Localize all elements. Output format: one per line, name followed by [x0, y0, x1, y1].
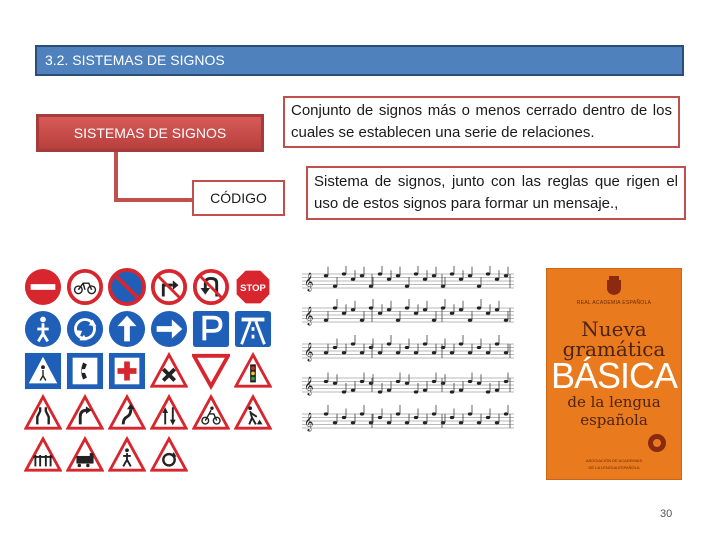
note-head	[468, 319, 472, 322]
note-head	[450, 416, 454, 419]
note-head	[387, 278, 391, 281]
note-head	[423, 308, 427, 311]
yield-sign-icon	[192, 352, 230, 390]
note-head	[450, 351, 454, 354]
note-head	[459, 389, 463, 392]
codigo-definition-box	[306, 166, 686, 220]
roadworks-warning-sign-icon	[234, 394, 272, 432]
note-head	[414, 390, 418, 393]
traffic-signs-grid	[22, 264, 276, 482]
note-head	[396, 274, 400, 277]
note-head	[333, 382, 337, 385]
note-head	[333, 421, 337, 424]
note-head	[324, 412, 328, 415]
note-head	[468, 412, 472, 415]
note-head	[459, 342, 463, 345]
note-head	[360, 351, 364, 354]
note-head	[504, 380, 508, 383]
note-head	[324, 380, 328, 383]
note-head	[423, 278, 427, 281]
sistemas-de-signos-box	[36, 114, 264, 152]
note-head	[342, 351, 346, 354]
note-head	[378, 390, 382, 393]
note-head	[477, 346, 481, 349]
note-head	[450, 272, 454, 275]
treble-clef-icon: 𝄞	[304, 412, 314, 431]
note-head	[351, 389, 355, 392]
note-head	[477, 285, 481, 288]
crosswalk-sign-icon	[24, 352, 62, 390]
note-head	[396, 319, 400, 322]
book-title-line2: gramática	[562, 337, 666, 361]
note-head	[369, 346, 373, 349]
note-head	[360, 319, 364, 322]
note-head	[486, 312, 490, 315]
note-head	[387, 308, 391, 311]
note-head	[342, 416, 346, 419]
note-head	[324, 351, 328, 354]
motorway-sign-icon	[234, 310, 272, 348]
note-head	[432, 380, 436, 383]
note-head	[495, 278, 499, 281]
note-head	[459, 421, 463, 424]
book-title-line1: Nueva	[581, 317, 647, 341]
note-head	[405, 285, 409, 288]
note-head	[432, 319, 436, 322]
note-head	[486, 272, 490, 275]
note-head	[342, 390, 346, 393]
note-head	[477, 382, 481, 385]
level-crossing-warning-sign-icon	[24, 436, 62, 474]
book-footer-line1: ASOCIACIÓN DE ACADEMIAS	[585, 458, 643, 463]
note-head	[459, 278, 463, 281]
note-head	[441, 306, 445, 309]
note-head	[396, 351, 400, 354]
note-head	[459, 308, 463, 311]
note-head	[351, 342, 355, 345]
note-head	[432, 351, 436, 354]
note-head	[324, 274, 328, 277]
note-head	[405, 382, 409, 385]
treble-clef-icon: 𝄞	[304, 272, 314, 291]
note-head	[450, 312, 454, 315]
note-head	[441, 346, 445, 349]
note-head	[378, 312, 382, 315]
note-head	[423, 342, 427, 345]
note-head	[468, 351, 472, 354]
note-head	[423, 421, 427, 424]
hospital-sign-icon	[108, 352, 146, 390]
telephone-sign-icon	[66, 352, 104, 390]
cyclists-warning-sign-icon	[192, 394, 230, 432]
double-curve-warning-sign-icon	[108, 394, 146, 432]
note-head	[342, 272, 346, 275]
note-head	[405, 346, 409, 349]
note-head	[369, 285, 373, 288]
note-head	[351, 308, 355, 311]
note-head	[432, 412, 436, 415]
treble-clef-icon: 𝄞	[304, 342, 314, 361]
music-score-image	[292, 266, 518, 456]
note-head	[351, 278, 355, 281]
connector-vertical	[114, 152, 118, 202]
two-way-traffic-warning-sign-icon	[150, 394, 188, 432]
treble-clef-icon: 𝄞	[304, 306, 314, 325]
note-head	[486, 351, 490, 354]
note-head	[495, 421, 499, 424]
note-head	[387, 421, 391, 424]
page-number: 30	[660, 508, 673, 520]
note-head	[369, 382, 373, 385]
note-head	[477, 306, 481, 309]
note-head	[441, 421, 445, 424]
stop-sign-icon	[234, 268, 272, 306]
note-head	[495, 389, 499, 392]
note-head	[441, 285, 445, 288]
note-head	[432, 274, 436, 277]
note-head	[378, 272, 382, 275]
slide-title-bar	[35, 45, 684, 76]
note-head	[333, 306, 337, 309]
parking-sign-icon	[192, 310, 230, 348]
note-head	[414, 272, 418, 275]
note-head	[504, 274, 508, 277]
note-head	[324, 319, 328, 322]
no-bicycles-sign-icon	[66, 268, 104, 306]
turn-right-sign-icon	[150, 310, 188, 348]
note-head	[486, 390, 490, 393]
note-head	[360, 274, 364, 277]
note-head	[378, 416, 382, 419]
treble-clef-icon: 𝄞	[304, 376, 314, 395]
note-head	[468, 274, 472, 277]
note-head	[486, 416, 490, 419]
roundabout-warning-sign-icon	[150, 436, 188, 474]
note-head	[333, 285, 337, 288]
association-crest-icon	[646, 432, 668, 454]
note-head	[405, 306, 409, 309]
note-head	[468, 380, 472, 383]
book-title-line5: española	[580, 411, 648, 429]
slide-title: 3.2. SISTEMAS DE SIGNOS	[45, 52, 225, 68]
note-head	[441, 382, 445, 385]
note-head	[369, 306, 373, 309]
grammar-book-cover-image	[546, 268, 682, 480]
academy-crest-icon	[604, 274, 624, 296]
traffic-lights-warning-sign-icon	[234, 352, 272, 390]
note-head	[351, 421, 355, 424]
codigo-box	[192, 180, 285, 216]
note-head	[495, 342, 499, 345]
note-head	[477, 421, 481, 424]
stop-sign-text: STOP	[240, 282, 266, 294]
pedestrian-path-sign-icon	[24, 310, 62, 348]
note-head	[414, 351, 418, 354]
sistemas-label: SISTEMAS DE SIGNOS	[73, 125, 227, 141]
pedestrians-warning-sign-icon	[108, 436, 146, 474]
note-head	[396, 412, 400, 415]
no-right-turn-sign-icon	[150, 268, 188, 306]
note-head	[414, 312, 418, 315]
note-head	[414, 416, 418, 419]
book-publisher: REAL ACADEMIA ESPAÑOLA	[576, 300, 652, 306]
note-head	[342, 312, 346, 315]
note-head	[360, 380, 364, 383]
codigo-definition: Sistema de signos, junto con las reglas que rigen el uso de estos signos para formar un mensaje.,	[314, 173, 678, 212]
book-title-line3: BÁSICA	[550, 355, 678, 396]
book-title-line4: de la lengua	[567, 393, 661, 411]
note-head	[405, 421, 409, 424]
no-parking-sign-icon	[108, 268, 146, 306]
note-head	[360, 412, 364, 415]
note-head	[396, 380, 400, 383]
book-footer-line2: DE LA LENGUA ESPAÑOLA	[588, 465, 640, 470]
note-head	[387, 389, 391, 392]
road-narrows-warning-sign-icon	[24, 394, 62, 432]
straight-ahead-sign-icon	[108, 310, 146, 348]
connector-horizontal	[114, 198, 192, 202]
sistemas-definition-box	[283, 96, 680, 148]
crossroads-warning-sign-icon	[150, 352, 188, 390]
note-head	[423, 389, 427, 392]
note-head	[450, 390, 454, 393]
note-head	[495, 308, 499, 311]
note-head	[387, 342, 391, 345]
note-head	[333, 346, 337, 349]
note-head	[369, 421, 373, 424]
train-crossing-warning-sign-icon	[66, 436, 104, 474]
note-head	[504, 351, 508, 354]
no-u-turn-sign-icon	[192, 268, 230, 306]
sistemas-definition: Conjunto de signos más o menos cerrado dentro de los cuales se establecen una serie de relaciones.	[291, 102, 672, 141]
codigo-label: CÓDIGO	[210, 190, 267, 206]
curve-right-warning-sign-icon	[66, 394, 104, 432]
no-entry-sign-icon	[24, 268, 62, 306]
note-head	[378, 351, 382, 354]
note-head	[504, 412, 508, 415]
roundabout-sign-icon	[66, 310, 104, 348]
note-head	[504, 319, 508, 322]
